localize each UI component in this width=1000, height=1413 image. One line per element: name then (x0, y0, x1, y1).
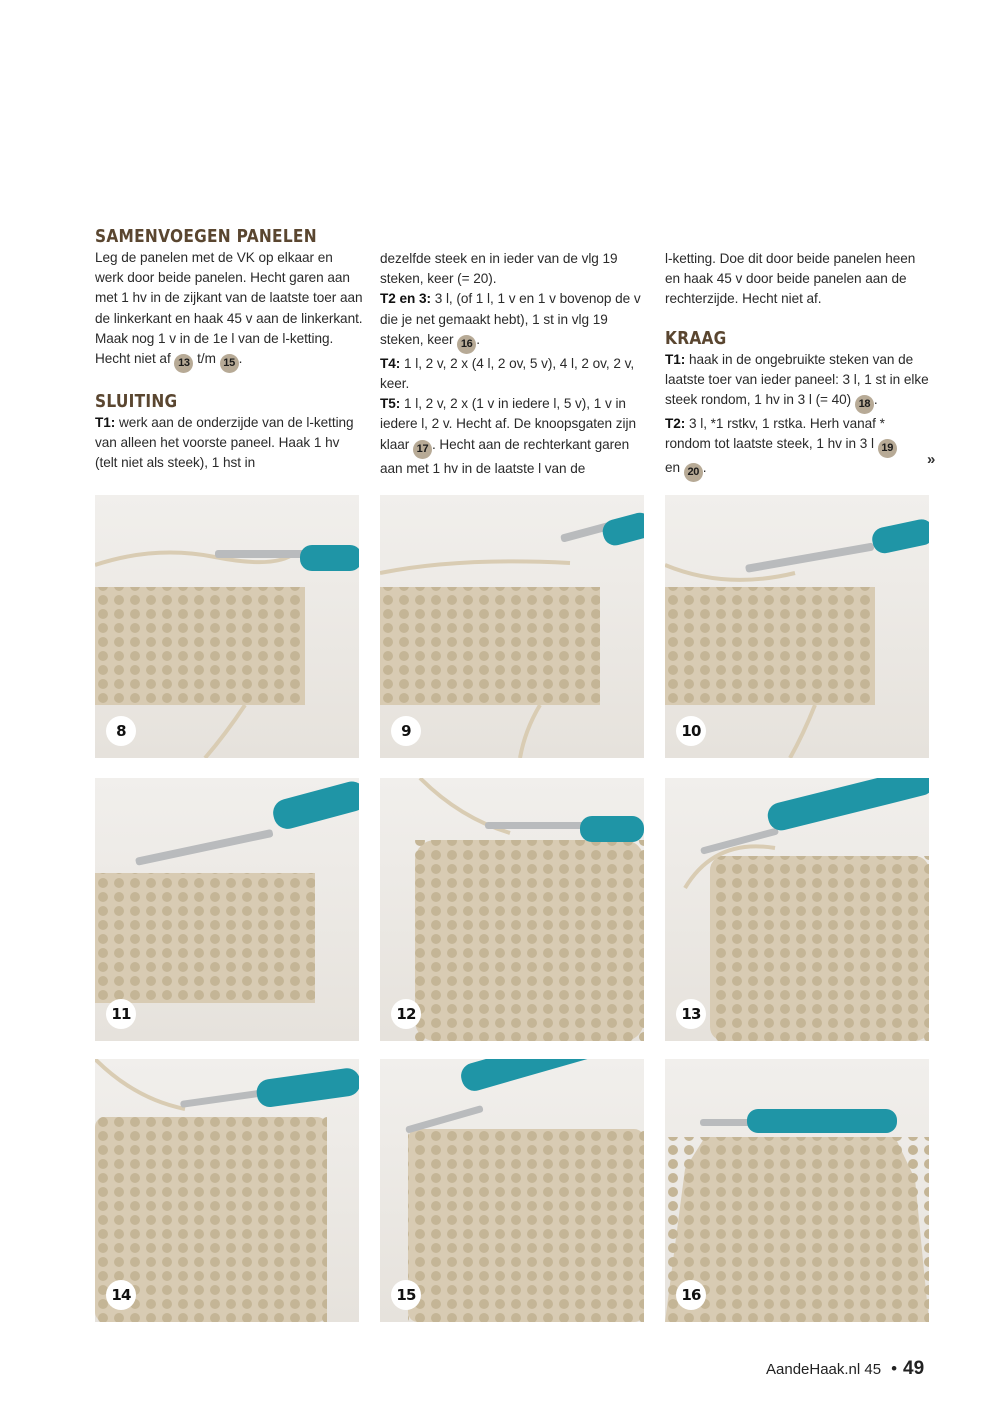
crochet-photo-illustration (665, 495, 929, 758)
heading-sluiting: SLUITING (95, 392, 178, 413)
ref-badge-15: 15 (220, 354, 239, 373)
step-photo-14 (95, 1059, 359, 1322)
paragraph-sluiting-t1: T1: werk aan de onderzijde van de l-ketting van alleen het voorste paneel. Haak 1 hv (telt niet als steek), 1 hst in (95, 415, 354, 471)
step-number-badge: 13 (676, 999, 706, 1029)
crochet-photo-illustration (95, 495, 359, 758)
paragraph-kraag-t1: T1: haak in de ongebruikte steken van de laatste toer van ieder paneel: 3 l, 1 st in elke steek rondom, 1 hv in 3 l (= 40) 18 . (665, 350, 933, 414)
crochet-photo-illustration (665, 1059, 929, 1322)
step-number-badge: 10 (676, 716, 706, 746)
heading-kraag: KRAAG (665, 328, 727, 349)
crochet-photo-illustration (380, 495, 644, 758)
step-photo-16 (665, 1059, 929, 1322)
step-number-badge: 12 (391, 999, 421, 1029)
step-number-badge: 15 (391, 1280, 421, 1310)
page-footer (766, 1358, 924, 1380)
step-photo-10 (665, 495, 929, 758)
step-photo-12 (380, 778, 644, 1041)
crochet-photo-illustration (665, 778, 929, 1041)
step-photo-8 (95, 495, 359, 758)
crochet-photo-illustration (95, 1059, 359, 1322)
step-number-badge: 9 (391, 716, 421, 746)
paragraph-t2-t3: T2 en 3: 3 l, (of 1 l, 1 v en 1 v bovenop de v die je net gemaakt hebt), 1 st in vlg 19 steken, keer 16 . (380, 289, 648, 353)
step-number-badge: 16 (676, 1280, 706, 1310)
crochet-photo-illustration (380, 1059, 644, 1322)
ref-badge-18: 18 (855, 395, 874, 414)
ref-badge-16: 16 (457, 335, 476, 354)
crochet-photo-illustration (380, 778, 644, 1041)
paragraph-samenvoegen: Leg de panelen met de VK op elkaar en werk door beide panelen. Hecht garen aan met 1 hv in de zijkant van de laatste toer aan de linkerkant en haak 45 v aan de linkerkant. Maak nog 1 v in de 1e l van de l-ketting. Hecht niet af 13 t/m 15 . (95, 248, 363, 373)
crochet-photo-illustration (95, 778, 359, 1041)
step-photo-11 (95, 778, 359, 1041)
ref-badge-13: 13 (174, 354, 193, 373)
step-number-badge: 11 (106, 999, 136, 1029)
heading-samenvoegen-panelen: SAMENVOEGEN PANELEN (95, 227, 317, 247)
text-column-3 (665, 249, 936, 482)
paragraph-continued: l-ketting. Doe dit door beide panelen heen en haak 45 v door beide panelen aan de rechterzijde. Hecht niet af. (665, 251, 916, 307)
paragraph-kraag-t2: T2: 3 l, *1 rstkv, 1 rstka. Herh vanaf * rondom tot laatste steek, 1 hv in 3 l 19 en 20 . (665, 414, 933, 482)
text-column-2 (380, 249, 648, 479)
step-photo-15 (380, 1059, 644, 1322)
paragraph-t5: T5: 1 l, 2 v, 2 x (1 v in iedere l, 5 v), 1 v in iedere l, 2 v. Hecht af. De knoopsgaten zijn klaar 17 . Hecht aan de rechterkant garen aan met 1 hv in de laatste l van de (380, 396, 636, 476)
text-column-1 (95, 226, 363, 474)
footer-site: AandeHaak.nl 45 (766, 1361, 882, 1378)
paragraph-continued: dezelfde steek en in ieder van de vlg 19 steken, keer (= 20). (380, 251, 618, 287)
ref-badge-17: 17 (413, 440, 432, 459)
paragraph-t4: T4: 1 l, 2 v, 2 x (4 l, 2 ov, 5 v), 4 l, 2 ov, 2 v, keer. (380, 355, 635, 392)
ref-badge-20: 20 (684, 463, 703, 482)
step-photo-13 (665, 778, 929, 1041)
footer-bullet: • (891, 1359, 898, 1378)
continue-arrow: » (927, 451, 936, 468)
step-number-badge: 8 (106, 716, 136, 746)
ref-badge-19: 19 (878, 439, 897, 458)
step-photo-9 (380, 495, 644, 758)
step-number-badge: 14 (106, 1280, 136, 1310)
page-number: 49 (903, 1358, 925, 1379)
